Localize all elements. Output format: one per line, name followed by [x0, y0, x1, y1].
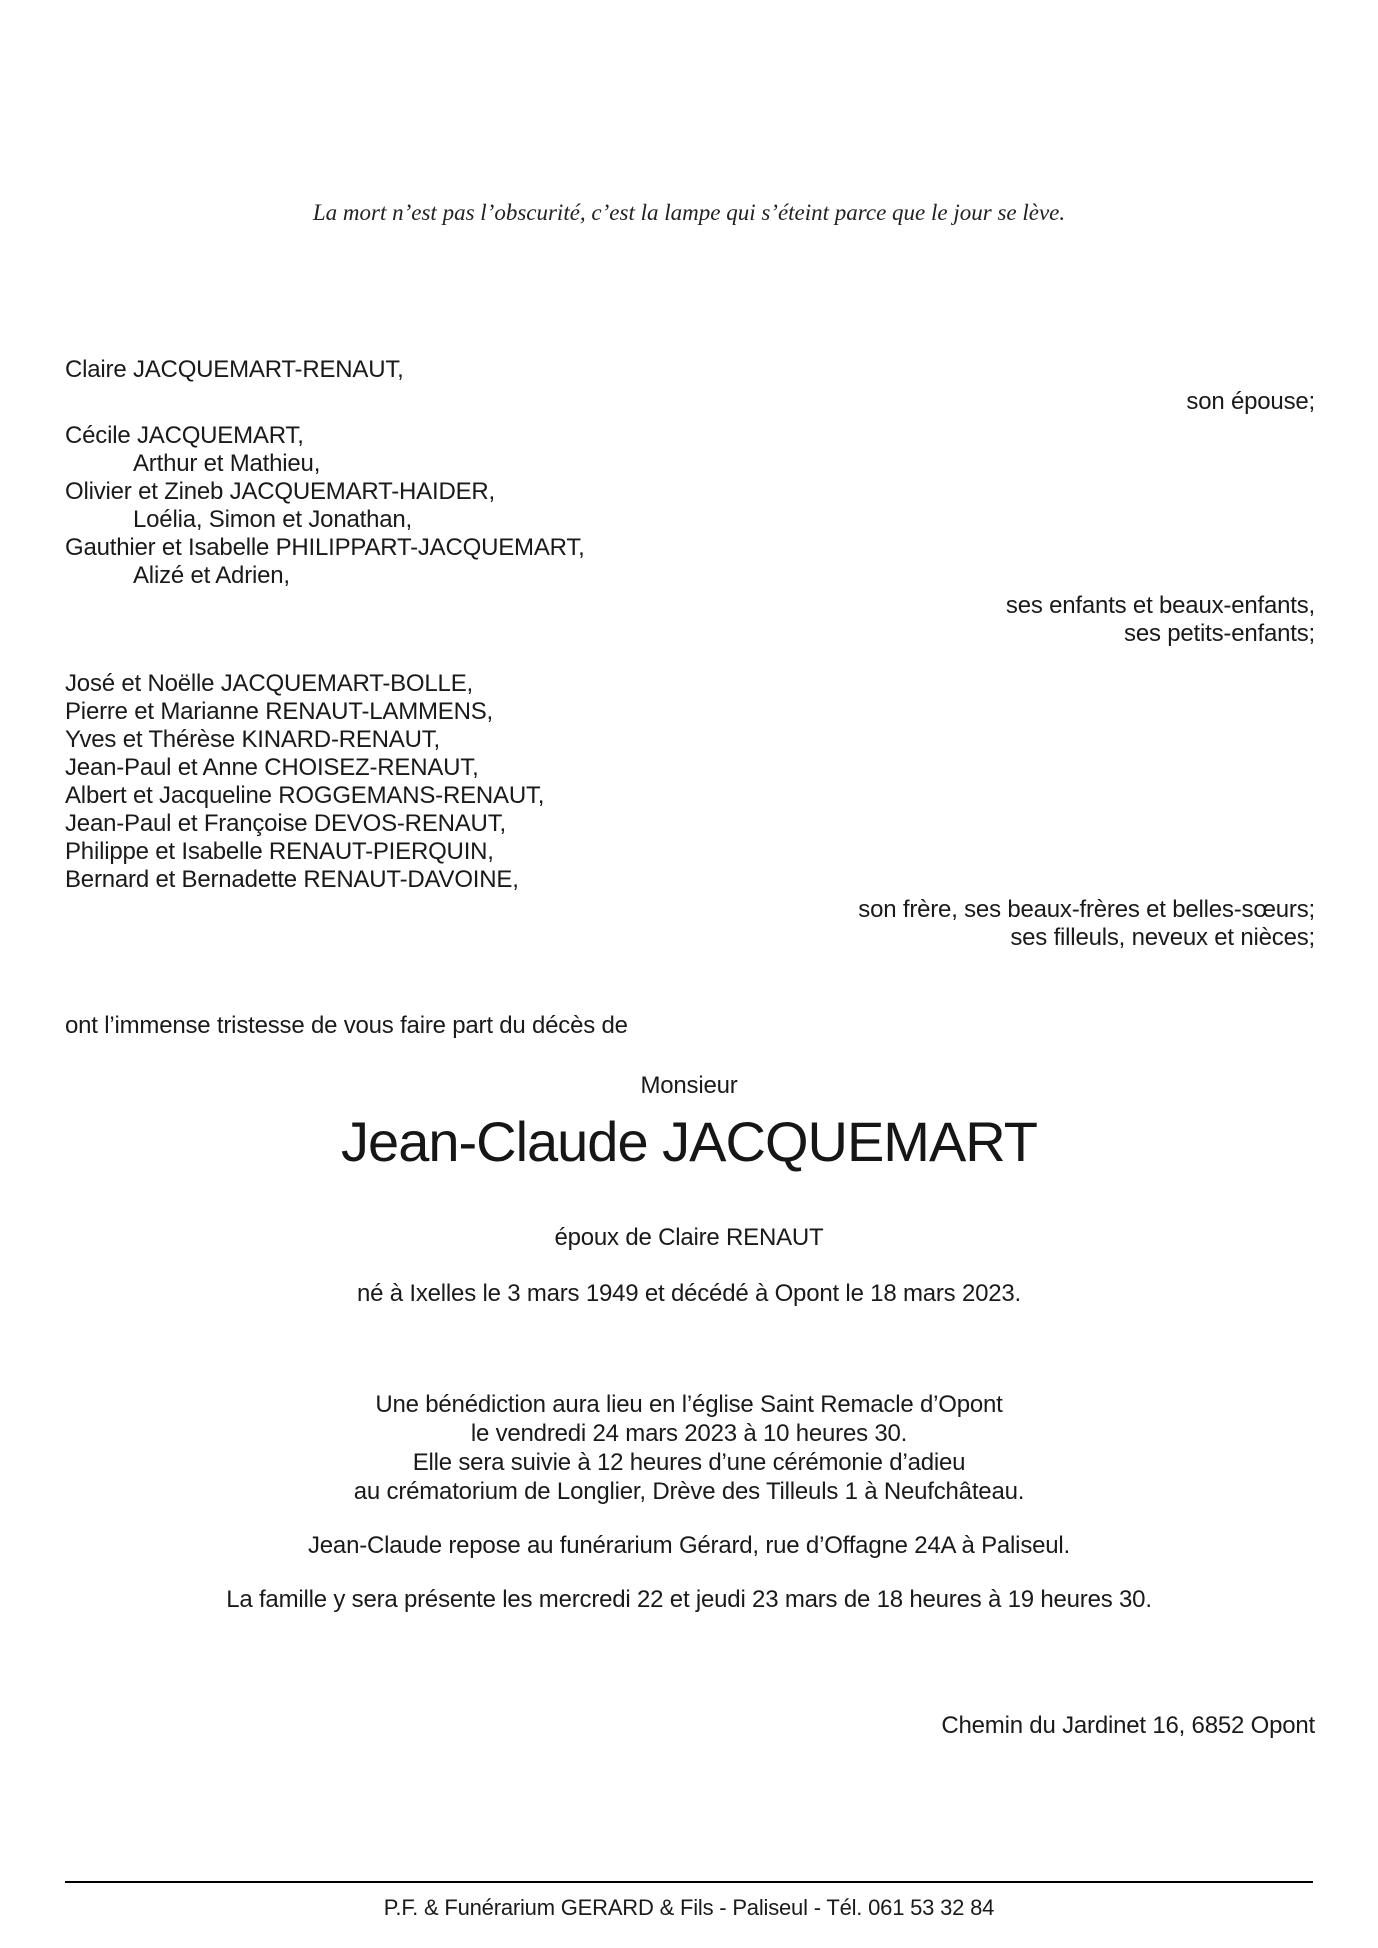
honorific: Monsieur [640, 1072, 738, 1099]
sibling-line: José et Noëlle JACQUEMART-BOLLE, [65, 670, 473, 697]
sibling-line: Jean-Paul et Anne CHOISEZ-RENAUT, [65, 754, 479, 781]
child-line: Cécile JACQUEMART, [65, 422, 304, 449]
funeral-home-address: Chemin du Jardinet 16, 6852 Opont [941, 1712, 1315, 1739]
announcement-line: ont l’immense tristesse de vous faire part du décès de [65, 1012, 628, 1039]
sibling-line: Jean-Paul et Françoise DEVOS-RENAUT, [65, 810, 506, 837]
life-dates-line: né à Ixelles le 3 mars 1949 et décédé à Opont le 18 mars 2023. [356, 1280, 1022, 1307]
children-role-line-2: ses petits-enfants; [1124, 620, 1315, 647]
ceremony-line-4: au crématorium de Longlier, Drève des Tilleuls 1 à Neufchâteau. [353, 1478, 1025, 1505]
children-role-line-1: ses enfants et beaux-enfants, [1005, 592, 1315, 619]
spouse-role: son épouse; [1186, 388, 1315, 415]
ceremony-details [0, 1390, 1378, 1506]
sibling-line: Bernard et Bernadette RENAUT-DAVOINE, [65, 866, 519, 893]
presence-line: La famille y sera présente les mercredi 22 et jeudi 23 mars de 18 heures à 19 heures 30. [226, 1586, 1152, 1613]
ceremony-line-1: Une bénédiction aura lieu en l’église Saint Remacle d’Opont [375, 1391, 1003, 1418]
siblings-role-line-2: ses filleuls, neveux et nièces; [1010, 924, 1315, 951]
sibling-line: Albert et Jacqueline ROGGEMANS-RENAUT, [65, 782, 545, 809]
grandchild-line: Loélia, Simon et Jonathan, [133, 506, 412, 533]
spouse-name: Claire JACQUEMART-RENAUT, [65, 356, 404, 383]
sibling-line: Pierre et Marianne RENAUT-LAMMENS, [65, 698, 493, 725]
grandchild-line: Alizé et Adrien, [133, 562, 290, 589]
child-line: Olivier et Zineb JACQUEMART-HAIDER, [65, 478, 495, 505]
ceremony-line-2: le vendredi 24 mars 2023 à 10 heures 30. [470, 1420, 908, 1447]
footer-funeral-home: P.F. & Funérarium GERARD & Fils - Paliseul - Tél. 061 53 32 84 [383, 1895, 995, 1920]
spouse-of-line: époux de Claire RENAUT [554, 1224, 824, 1251]
ceremony-line-3: Elle sera suivie à 12 heures d’une cérémonie d’adieu [412, 1449, 966, 1476]
sibling-line: Yves et Thérèse KINARD-RENAUT, [65, 726, 441, 753]
epitaph-quote: La mort n’est pas l’obscurité, c’est la lampe qui s’éteint parce que le jour se lève. [312, 200, 1066, 225]
grandchild-line: Arthur et Mathieu, [133, 450, 321, 477]
child-line: Gauthier et Isabelle PHILIPPART-JACQUEMART, [65, 534, 585, 561]
sibling-line: Philippe et Isabelle RENAUT-PIERQUIN, [65, 838, 494, 865]
footer-divider [65, 1881, 1313, 1883]
siblings-role-line-1: son frère, ses beaux-frères et belles-sœurs; [858, 896, 1315, 923]
repose-line: Jean-Claude repose au funérarium Gérard, rue d’Offagne 24A à Paliseul. [307, 1532, 1071, 1559]
deceased-name: Jean-Claude JACQUEMART [341, 1110, 1037, 1173]
